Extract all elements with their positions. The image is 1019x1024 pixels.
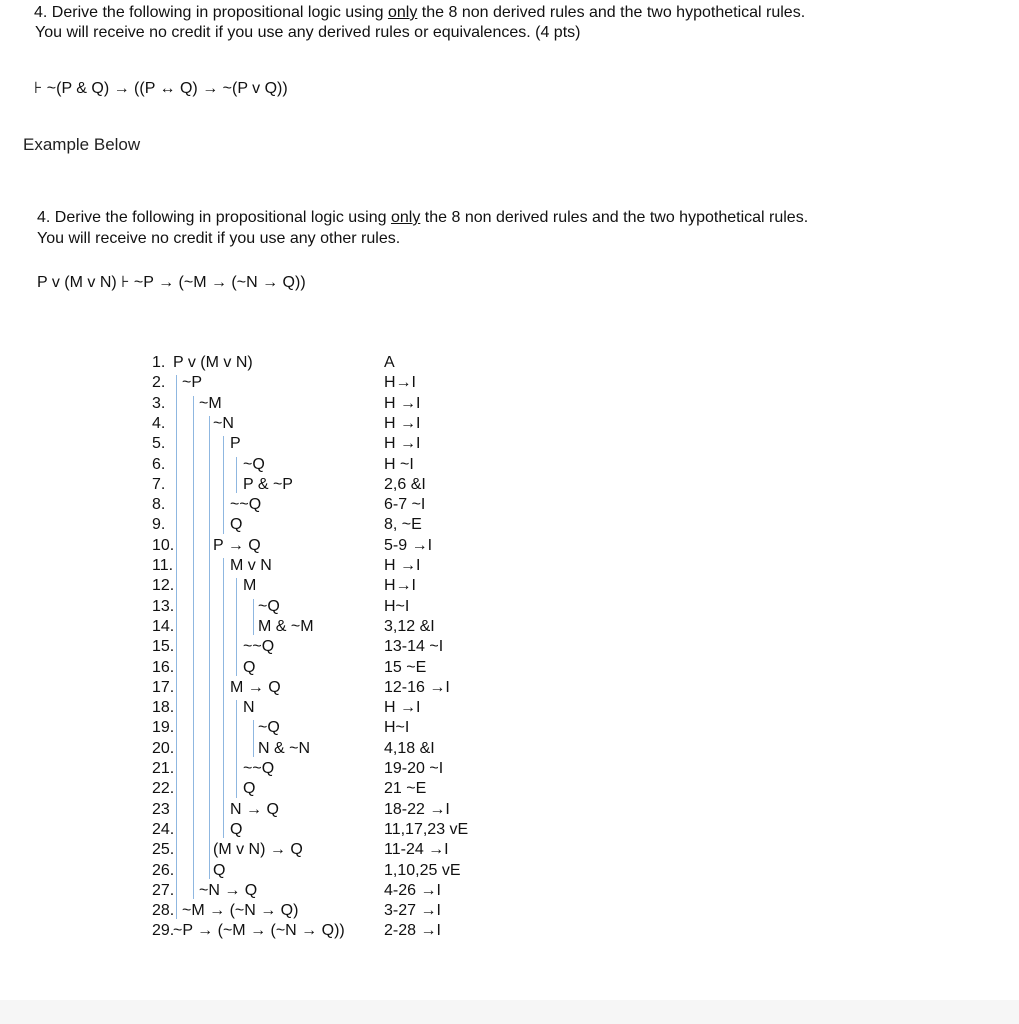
justification: H →I [384, 699, 421, 717]
justification: H →I [384, 557, 421, 574]
line-number: 20. [152, 739, 175, 757]
line-number: 28. [152, 902, 175, 920]
line-number: 3. [152, 394, 166, 412]
subproof-scope-line [223, 436, 224, 534]
justification: H~I [384, 597, 410, 615]
line-number: 6. [152, 455, 166, 473]
line-number: 9. [152, 516, 166, 534]
formula: ~N → Q [199, 881, 258, 899]
formula: Q [243, 780, 256, 798]
question-line-2: You will receive no credit if you use any derived rules or equivalences. (4 pts) [35, 24, 581, 41]
justification: H →I [384, 435, 421, 453]
justification: 6-7 ~I [384, 496, 426, 514]
justification: 3-27 →I [384, 902, 441, 920]
formula: M → Q [230, 678, 281, 696]
line-number: 2. [152, 374, 166, 392]
formula: ~N [213, 414, 234, 432]
formula: ~Q [258, 597, 280, 615]
line-number: 14. [152, 617, 175, 635]
example-line-2: You will receive no credit if you use any other rules. [37, 230, 401, 247]
line-number: 7. [152, 475, 166, 493]
subproof-scope-line [236, 578, 237, 676]
line-number: 15. [152, 638, 175, 656]
justification: 2,6 &I [384, 475, 426, 493]
formula: ~M → (~N → Q) [182, 902, 299, 920]
formula: (M v N) → Q [213, 841, 303, 859]
subproof-scope-line [176, 375, 177, 919]
formula: Q [243, 658, 256, 676]
example-line-1: 4. Derive the following in propositional logic using only the 8 non derived rules and the two hypothetical rules. [37, 209, 809, 226]
formula: Q [213, 861, 226, 879]
formula: ~P [182, 374, 203, 392]
theorem-to-derive: ⊦ ~(P & Q) → ((P ↔ Q) → ~(P v Q)) [34, 80, 288, 97]
subproof-scope-line [236, 700, 237, 798]
line-number: 12. [152, 577, 175, 595]
formula: ~Q [243, 455, 265, 473]
subproof-scope-line [236, 457, 237, 494]
formula: ~~Q [243, 760, 275, 777]
justification: 1,10,25 vE [384, 861, 461, 879]
line-number: 24. [152, 820, 175, 838]
justification: 4-26 →I [384, 881, 441, 899]
example-sequent: P v (M v N) ⊦ ~P → (~M → (~N → Q)) [37, 274, 306, 291]
justification: H ~I [384, 455, 414, 473]
justification: 11,17,23 vE [384, 820, 469, 838]
formula: P & ~P [243, 475, 293, 493]
line-number: 25. [152, 841, 175, 859]
subproof-scope-line [253, 599, 254, 636]
formula: P [230, 435, 241, 453]
question-line-1: 4. Derive the following in propositional logic using only the 8 non derived rules and the two hypothetical rules. [34, 4, 806, 21]
justification: 8, ~E [384, 516, 422, 534]
justification: 19-20 ~I [384, 760, 444, 777]
justification: 5-9 →I [384, 536, 433, 554]
justification: 4,18 &I [384, 739, 435, 757]
line-number: 16. [152, 658, 175, 676]
formula: M v N [230, 557, 272, 574]
justification: A [384, 354, 395, 371]
formula: N [243, 699, 255, 717]
line-number: 4. [152, 414, 166, 432]
formula: M & ~M [258, 617, 314, 635]
formula: ~Q [258, 719, 280, 737]
justification: H →I [384, 394, 421, 412]
justification: H~I [384, 719, 410, 737]
subproof-scope-line [193, 396, 194, 900]
page-footer-strip [0, 1000, 1019, 1024]
formula: P v (M v N) [173, 354, 253, 371]
justification: H →I [384, 414, 421, 432]
justification: 3,12 &I [384, 617, 435, 635]
formula: Q [230, 820, 243, 838]
formula: ~~Q [230, 496, 262, 514]
justification: 18-22 →I [384, 800, 450, 818]
subproof-scope-line [253, 720, 254, 757]
line-number: 10. [152, 536, 175, 554]
formula: N & ~N [258, 739, 311, 757]
line-number: 17. [152, 678, 175, 696]
emphasis-only: only [387, 4, 418, 21]
subproof-scope-line [223, 558, 224, 838]
subproof-scope-line [209, 416, 210, 879]
formula: P → Q [213, 536, 261, 554]
formula: N → Q [230, 800, 279, 818]
line-number: 26. [152, 861, 175, 879]
line-number: 23 [152, 800, 170, 818]
justification: 12-16 →I [384, 678, 450, 696]
example-heading: Example Below [23, 135, 141, 154]
justification: 2-28 →I [384, 922, 441, 940]
justification: 15 ~E [384, 658, 427, 676]
justification: 21 ~E [384, 780, 427, 798]
formula: ~~Q [243, 638, 275, 656]
line-number: 13. [152, 597, 175, 615]
justification: 13-14 ~I [384, 638, 444, 656]
line-number: 21. [152, 760, 175, 777]
line-number: 11. [152, 557, 174, 574]
justification: H→I [384, 577, 416, 595]
example-emphasis-only: only [390, 209, 421, 226]
line-number: 29. [152, 922, 175, 940]
formula: Q [230, 516, 243, 534]
line-number: 1. [152, 354, 166, 371]
line-number: 27. [152, 881, 175, 899]
formula: M [243, 577, 257, 595]
formula: ~P → (~M → (~N → Q)) [173, 922, 345, 940]
line-number: 18. [152, 699, 175, 717]
line-number: 8. [152, 496, 166, 514]
line-number: 19. [152, 719, 175, 737]
justification: 11-24 →I [384, 841, 449, 859]
line-number: 22. [152, 780, 175, 798]
formula: ~M [199, 394, 222, 412]
line-number: 5. [152, 435, 166, 453]
justification: H→I [384, 374, 416, 392]
